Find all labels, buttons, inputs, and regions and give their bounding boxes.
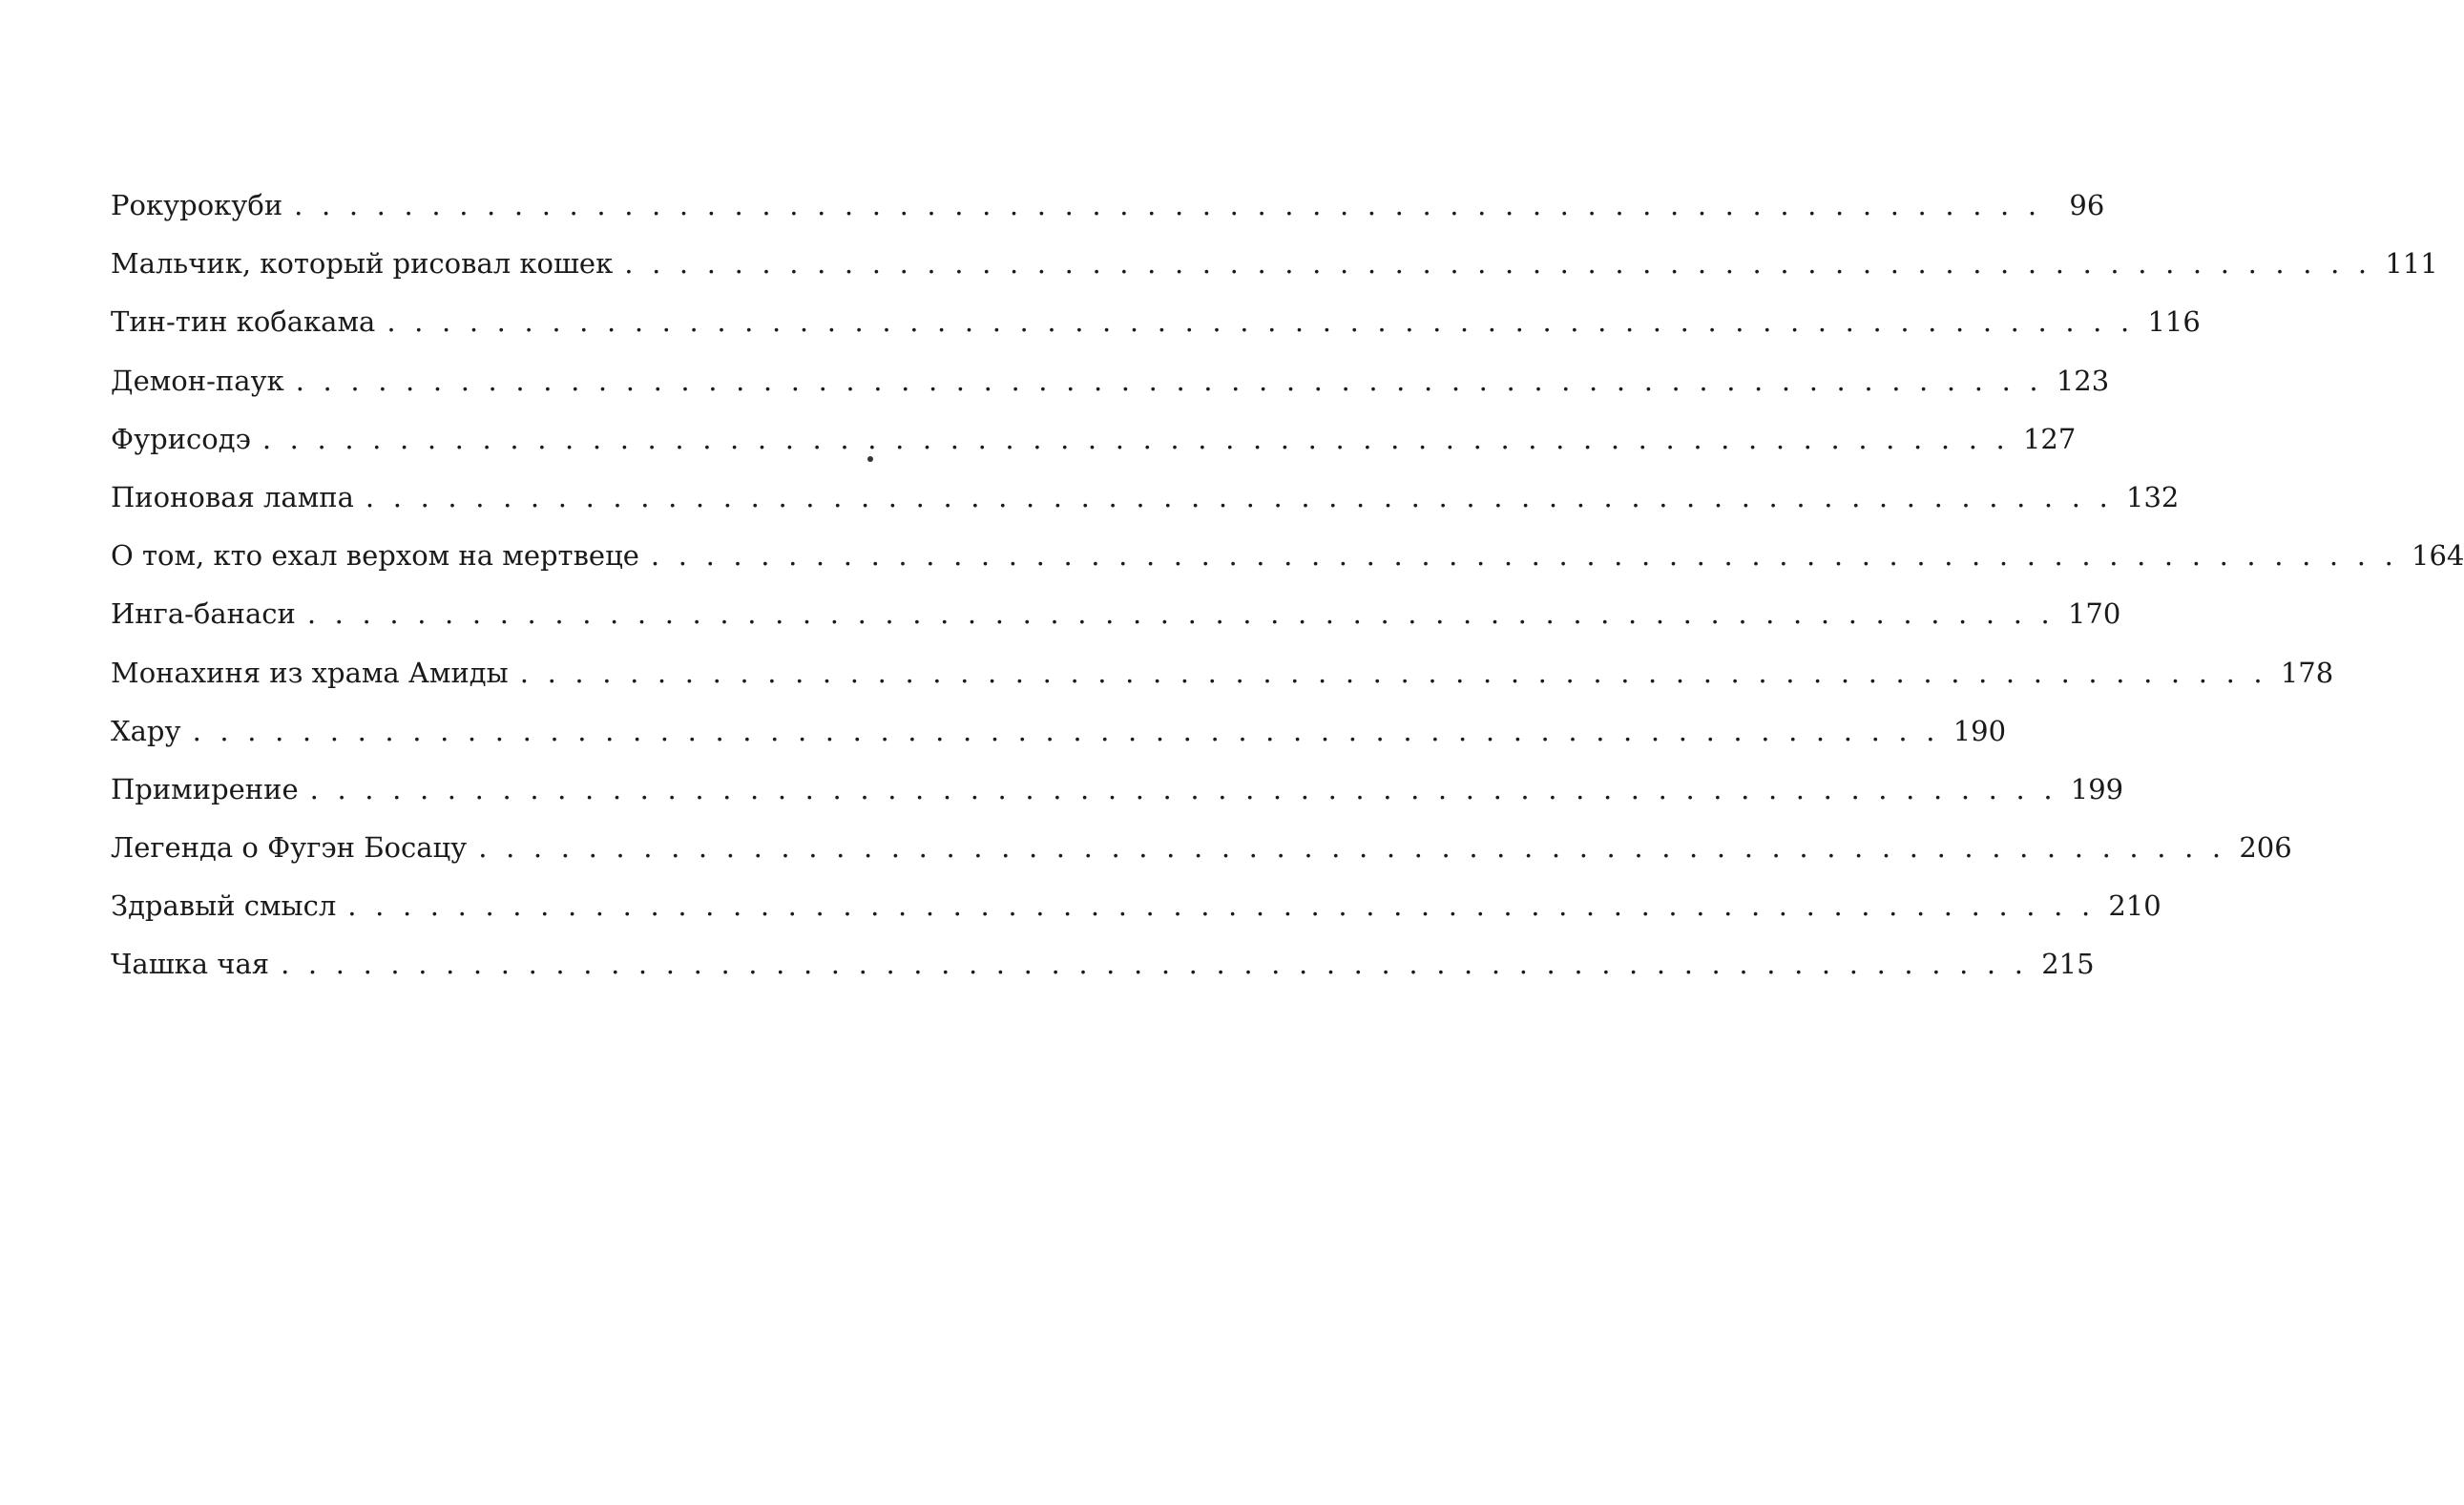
toc-entry-page: 190 xyxy=(1952,714,2007,747)
toc-entry-page: 199 xyxy=(2070,772,2124,805)
toc-entry[interactable] xyxy=(111,469,2180,527)
toc-entry-page: 127 xyxy=(2022,422,2077,455)
toc-entry-page: 215 xyxy=(2041,948,2095,981)
dot-leader: . . . . . . . . . . . . . . . . . . . . . . . . . . . . . . . . . . . . . . . . . . . . . . . . . . . . . . . . . . . . . . . . xyxy=(294,189,2042,221)
toc-entry-title: О том, кто ехал верхом на мертвеце xyxy=(111,539,639,573)
toc-entry-page: 116 xyxy=(2147,305,2201,339)
toc-entry-title: Здравый смысл xyxy=(111,889,337,923)
toc-entry-title: Пионовая лампа xyxy=(111,480,354,513)
toc-entry[interactable] xyxy=(111,235,2438,293)
toc-entry[interactable] xyxy=(111,644,2334,702)
dot-leader: . . . . . . . . . . . . . . . . . . . . . . . . . . . . . . . . . . . . . . . . . . . . . . . . . . . . . . . . . . . . . . . . xyxy=(347,889,2096,923)
toc-entry-title: Мальчик, который рисовал кошек xyxy=(111,247,614,281)
dot-leader: . . . . . . . . . . . . . . . . . . . . . . . . . . . . . . . . . . . . . . . . . . . . . . . . . . . . . . . . . . . . . . . . xyxy=(295,364,2043,397)
dot-leader: . . . . . . . . . . . . . . . . . . . . . . . . . . . . . . . . . . . . . . . . . . . . . . . . . . . . . . . . . . . . . . . . xyxy=(365,480,2114,513)
toc-entry-page: 123 xyxy=(2056,364,2110,397)
toc-entry[interactable] xyxy=(111,410,2077,469)
toc-entry-page: 210 xyxy=(2108,889,2161,923)
toc-entry-title: Инга-банаси xyxy=(111,597,296,631)
dot-leader: . . . . . . . . . . . . . . . . . . . . . . . . . . . . . . . . . . . . . . . . . . . . . . . . . . . . . . . . . . . . . . . . xyxy=(624,247,2372,281)
toc-entry[interactable] xyxy=(111,935,2095,993)
toc-entry-title: Рокурокуби xyxy=(111,189,283,221)
print-speck xyxy=(867,456,873,462)
toc-entry[interactable] xyxy=(111,585,2121,643)
dot-leader: . . . . . . . . . . . . . . . . . . . . . . . . . . . . . . . . . . . . . . . . . . . . . . . . . . . . . . . . . . . . . . . . xyxy=(519,656,2267,689)
dot-leader: . . . . . . . . . . . . . . . . . . . . . . . . . . . . . . . . . . . . . . . . . . . . . . . . . . . . . . . . . . . . . . . . xyxy=(306,597,2055,631)
toc-entry[interactable] xyxy=(111,293,2201,351)
toc-entry-page: 164 xyxy=(2412,539,2464,573)
toc-entry-page: 96 xyxy=(2069,189,2105,221)
toc-entry-title: Хару xyxy=(111,714,181,747)
table-of-contents xyxy=(111,177,2464,994)
toc-entry[interactable] xyxy=(111,761,2124,819)
dot-leader: . . . . . . . . . . . . . . . . . . . . . . . . . . . . . . . . . . . . . . . . . . . . . . . . . . . . . . . . . . . . . . . . xyxy=(192,714,1940,747)
toc-entry[interactable] xyxy=(111,819,2292,877)
toc-entry-title: Примирение xyxy=(111,772,299,805)
toc-entry[interactable] xyxy=(111,702,2007,761)
toc-entry-title: Тин-тин кобакама xyxy=(111,305,376,339)
dot-leader: . . . . . . . . . . . . . . . . . . . . . . . . . . . . . . . . . . . . . . . . . . . . . . . . . . . . . . . . . . . . . . . . xyxy=(650,539,2399,573)
toc-entry[interactable] xyxy=(111,527,2464,585)
dot-leader: . . . . . . . . . . . . . . . . . . . . . . . . . . . . . . . . . . . . . . . . . . . . . . . . . . . . . . . . . . . . . . . . xyxy=(281,948,2029,981)
toc-entry-page: 170 xyxy=(2067,597,2121,631)
toc-entry-title: Фурисодэ xyxy=(111,422,251,455)
toc-entry-page: 178 xyxy=(2280,656,2334,689)
toc-entry-page: 132 xyxy=(2126,480,2180,513)
toc-entry-title: Чашка чая xyxy=(111,948,270,981)
toc-entry[interactable] xyxy=(111,877,2161,935)
toc-entry[interactable] xyxy=(111,177,2105,235)
dot-leader: . . . . . . . . . . . . . . . . . . . . . . . . . . . . . . . . . . . . . . . . . . . . . . . . . . . . . . . . . . . . . . . . xyxy=(478,831,2226,865)
toc-entry[interactable] xyxy=(111,352,2110,410)
toc-entry-title: Демон-паук xyxy=(111,364,284,397)
dot-leader: . . . . . . . . . . . . . . . . . . . . . . . . . . . . . . . . . . . . . . . . . . . . . . . . . . . . . . . . . . . . . . . . xyxy=(261,422,2010,455)
toc-entry-page: 111 xyxy=(2385,247,2438,281)
dot-leader: . . . . . . . . . . . . . . . . . . . . . . . . . . . . . . . . . . . . . . . . . . . . . . . . . . . . . . . . . . . . . . . . xyxy=(386,305,2135,339)
toc-entry-page: 206 xyxy=(2239,831,2292,865)
toc-entry-title: Монахиня из храма Амиды xyxy=(111,656,509,689)
toc-entry-title: Легенда о Фугэн Босацу xyxy=(111,831,468,865)
dot-leader: . . . . . . . . . . . . . . . . . . . . . . . . . . . . . . . . . . . . . . . . . . . . . . . . . . . . . . . . . . . . . . . . xyxy=(309,772,2057,805)
